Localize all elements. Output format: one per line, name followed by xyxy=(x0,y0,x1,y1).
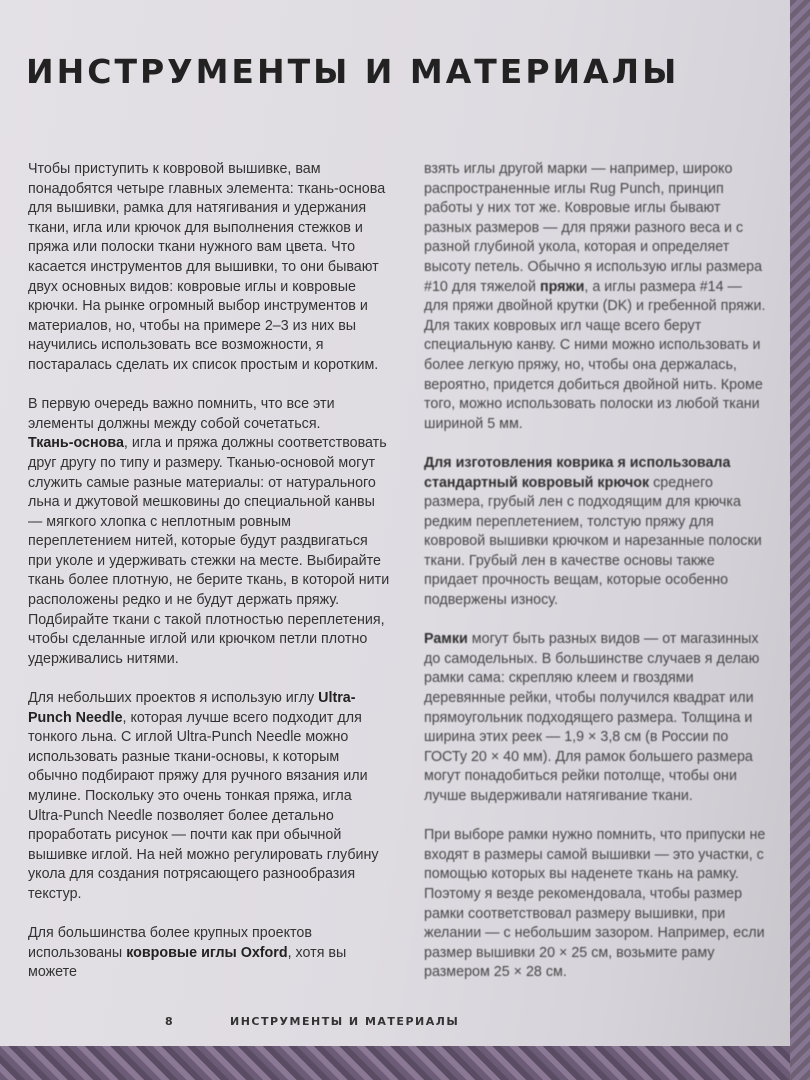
fabric-edge xyxy=(790,0,810,1080)
paragraph xyxy=(424,160,766,434)
page-number: 8 xyxy=(165,1015,175,1028)
page-title: ИНСТРУМЕНТЫ И МАТЕРИАЛЫ xyxy=(26,52,680,91)
right-column xyxy=(424,160,766,1003)
bold-term: Ultra-Punch Needle xyxy=(28,690,356,726)
text: В первую очередь важно помнить, что все эти элементы должны между собой сочетаться. xyxy=(28,396,335,432)
paragraph xyxy=(28,395,390,669)
bold-term: Рамки xyxy=(424,631,468,648)
paragraph: При выборе рамки нужно помнить, что припуски не входят в размеры самой вышивки — это участки, с помощью которых вы наденете ткань на рамку. Поэтому я везде рекомендовала, чтобы размер рамки соответствовал размеру вышивки, при желании — с небольшим зазором. Например, если размер вышивки 20 × 25 см, возьмите раму размером 25 × 28 см. xyxy=(424,827,766,981)
paragraph xyxy=(424,630,766,806)
left-column xyxy=(28,160,390,1003)
bold-term: ковровые иглы Oxford xyxy=(126,944,288,961)
paragraph xyxy=(28,924,390,983)
text: могут быть разных видов — от магазинных до самодельных. В большинстве случаев я делаю рамки сама: скрепляю клеем и гвоздями деревянные рейки, чтобы получился квадрат или прямоугольник подходящего размера. Толщина и ширина этих реек — 1,9 × 3,8 см (в России по ГОСТу 20 × 40 мм). Для рамок большего размера могут понадобиться рейки потолще, чтобы они лучше выдерживали натягивание ткани. xyxy=(424,631,760,804)
text: взять иглы другой марки — например, широко распространенные иглы Rug Punch, принцип работы у них тот же. Ковровые иглы бывают разных размеров — для пряжи разного веса и с разной глубиной укола, которая и определяет высоту петель. Обычно я использую иглы размера #10 для тяжелой xyxy=(424,161,763,295)
paragraph: Чтобы приступить к ковровой вышивке, вам понадобятся четыре главных элемента: ткань-основа для вышивки, рамка для натягивания и удержания ткани, игла или крючок для выполнения стежков и пряжа или полоски ткани нужного вам цвета. Что касается инструментов для вышивки, то они бывают двух основных видов: ковровые иглы и ковровые крючки. На рынке огромный выбор инструментов и материалов, но, чтобы на примере 2–3 из них вы научились использовать все возможности, я постаралась сделать их список простым и коротким. xyxy=(28,161,386,373)
text: Для большинства более крупных проектов использованы xyxy=(28,925,312,961)
bold-term: Для изготовления коврика я использовала стандартный ковровый крючок xyxy=(424,454,731,491)
text: среднего размера, грубый лен с подходящим для крючка редким переплетением, толстую пряжу для ковровой вышивки крючком и нарезанные полоски ткани. Грубый лен в качестве основы также придает прочность вещам, которые особенно подвержены износу. xyxy=(424,474,762,609)
paragraph xyxy=(28,689,390,905)
fabric-background xyxy=(0,1046,810,1080)
text: , хотя вы можете xyxy=(28,944,347,981)
text: , а иглы размера #14 — для пряжи двойной крутки (DK) и гребенной пряжи. Для таких ковровых игл чаще всего берут специальную канву. С ними можно использовать и более легкую пряжу, но, чтобы она держалась, вероятно, придется добиться двойной нить. Кроме того, можно использовать полоски из любой ткани шириной 5 мм. xyxy=(424,278,766,432)
paragraph xyxy=(424,454,766,611)
bold-term: пряжи xyxy=(539,278,585,295)
text: Для небольших проектов я использую иглу xyxy=(28,690,319,707)
bold-term: Ткань-основа xyxy=(28,435,124,452)
text: , игла и пряжа должны соответствовать друг другу по типу и размеру. Тканью-основой могут служить самые разные материалы: от натурального льна и джутовой мешковины до специальной канвы — мягкого хлопка с неплотным ровным переплетением нитей, которые будут раздвигаться при уколе и удерживать стежки на месте. Выбирайте ткань более плотную, не берите ткань, в которой нити расположены редко и не будут держать пряжу. Подбирайте ткани с такой плотностью переплетения, чтобы сделанные иглой или крючком петли плотно удерживались нитями. xyxy=(28,435,390,667)
running-title: ИНСТРУМЕНТЫ И МАТЕРИАЛЫ xyxy=(230,1015,460,1028)
text: , которая лучше всего подходит для тонкого льна. С иглой Ultra-Punch Needle можно использовать разные ткани-основы, к которым обычно подбирают пряжу для ручного вязания или мулине. Поскольку это очень тонкая пряжа, игла Ultra-Punch Needle позволяет более детально проработать рисунок — почти как при обычной вышивке иглой. На ней можно регулировать глубину укола для создания потрясающего разнообразия текстур. xyxy=(28,709,379,902)
